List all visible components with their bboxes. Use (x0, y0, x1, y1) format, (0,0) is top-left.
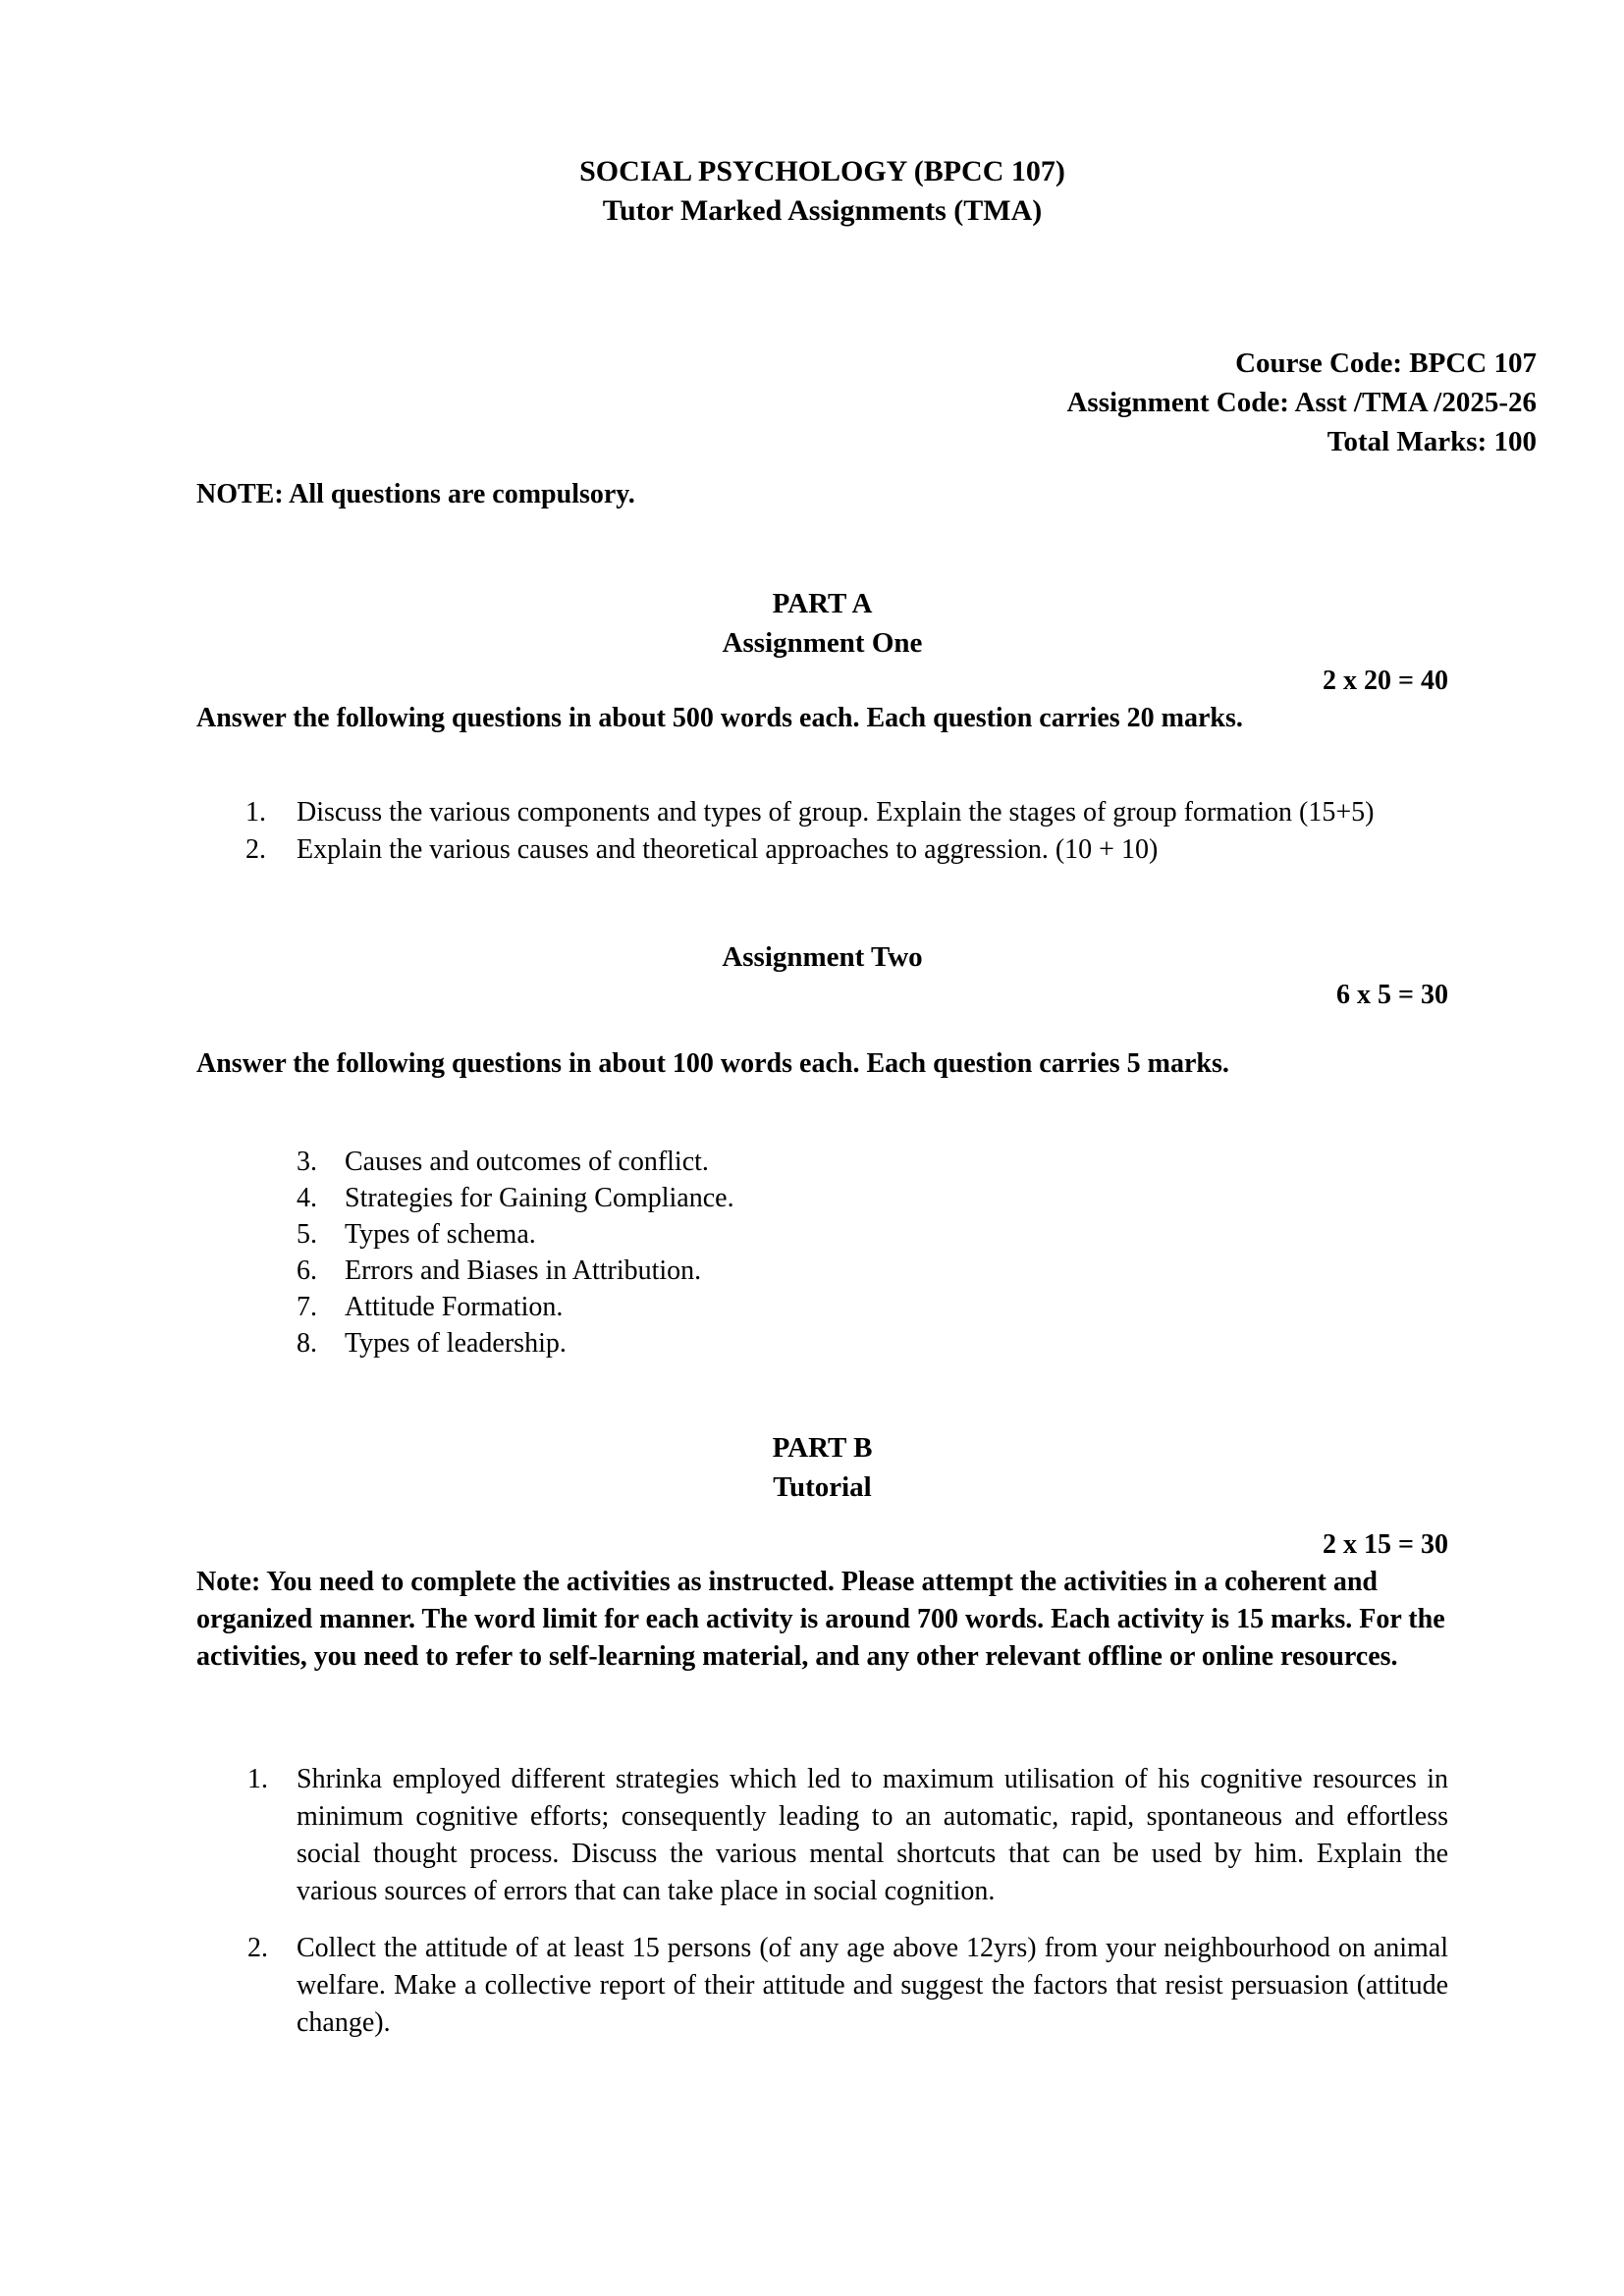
document-title-block (196, 152, 1448, 231)
part-a-heading: PART A (772, 588, 873, 619)
question-text: Errors and Biases in Attribution. (345, 1255, 702, 1286)
part-b-heading: PART B (772, 1432, 873, 1464)
part-a-instruction: Answer the following questions in about 500 words each. Each question carries 20 marks. (196, 703, 1243, 733)
question-number: 5. (297, 1219, 317, 1250)
part-b-activity-list (196, 1761, 1448, 2042)
course-info-block (196, 344, 1537, 461)
list-item (196, 1325, 1448, 1362)
assignment-two-instruction: Answer the following questions in about 100 words each. Each question carries 5 marks. (196, 1048, 1229, 1079)
question-text: Causes and outcomes of conflict. (345, 1147, 709, 1177)
list-item (196, 1144, 1448, 1180)
part-a-question-list (196, 794, 1448, 869)
part-a-heading-block (196, 584, 1448, 663)
assignment-two-question-list (196, 1144, 1448, 1362)
document-body (196, 0, 1537, 2042)
question-text: Explain the various causes and theoretical approaches to aggression. (10 + 10) (297, 834, 1159, 865)
question-number: 2. (245, 834, 266, 865)
question-number: 4. (297, 1183, 317, 1213)
question-text: Attitude Formation. (345, 1292, 564, 1322)
list-item (196, 1289, 1448, 1325)
question-number: 7. (297, 1292, 317, 1322)
part-a-subheading: Assignment One (722, 627, 923, 659)
compulsory-note: NOTE: All questions are compulsory. (196, 479, 635, 509)
list-item (196, 794, 1448, 831)
part-b-note: Note: You need to complete the activities as instructed. Please attempt the activities in a coherent and organized manner. The word limit for each activity is around 700 words. Each activity is 15 marks. For the activities, you need to refer to self-learning material, and any other relevant offline or online resources. (196, 1567, 1445, 1672)
course-code: Course Code: BPCC 107 (1235, 347, 1537, 379)
question-text: Discuss the various components and types of group. Explain the stages of group formation (15+5) (297, 797, 1375, 828)
question-number: 3. (297, 1147, 317, 1177)
part-a-marks-formula: 2 x 20 = 40 (1323, 666, 1448, 696)
question-number: 6. (297, 1255, 317, 1286)
activity-text: Shrinka employed different strategies which led to maximum utilisation of his cognitive resources in minimum cognitive efforts; consequently leading to an automatic, rapid, spontaneous and effortless social thought process. Discuss the various mental shortcuts that can be used by him. Explain the various sources of errors that can take place in social cognition. (297, 1764, 1448, 1906)
assignment-two-heading: Assignment Two (722, 941, 923, 973)
question-text: Types of leadership. (345, 1328, 567, 1359)
list-item (196, 831, 1448, 869)
list-item (196, 1180, 1448, 1216)
question-text: Strategies for Gaining Compliance. (345, 1183, 734, 1213)
part-b-heading-block (196, 1428, 1448, 1507)
activity-text: Collect the attitude of at least 15 persons (of any age above 12yrs) from your neighbourhood on animal welfare. Make a collective report of their attitude and suggest the factors that resist persuasion (attitude change). (297, 1933, 1448, 2038)
document-title: SOCIAL PSYCHOLOGY (BPCC 107) (579, 155, 1065, 187)
assignment-two-marks-formula: 6 x 5 = 30 (1336, 980, 1448, 1010)
part-b-marks-formula: 2 x 15 = 30 (1323, 1529, 1448, 1560)
list-item (196, 1253, 1448, 1289)
question-number: 8. (297, 1328, 317, 1359)
part-b-subheading: Tutorial (773, 1471, 872, 1503)
assignment-code: Assignment Code: Asst /TMA /2025-26 (1066, 387, 1537, 418)
question-number: 1. (245, 797, 266, 828)
list-item (196, 1930, 1448, 2042)
question-text: Types of schema. (345, 1219, 536, 1250)
total-marks: Total Marks: 100 (1326, 426, 1537, 457)
activity-number: 2. (247, 1933, 268, 1963)
activity-number: 1. (247, 1764, 268, 1794)
list-item (196, 1216, 1448, 1253)
document-subtitle: Tutor Marked Assignments (TMA) (602, 194, 1043, 227)
list-item (196, 1761, 1448, 1910)
